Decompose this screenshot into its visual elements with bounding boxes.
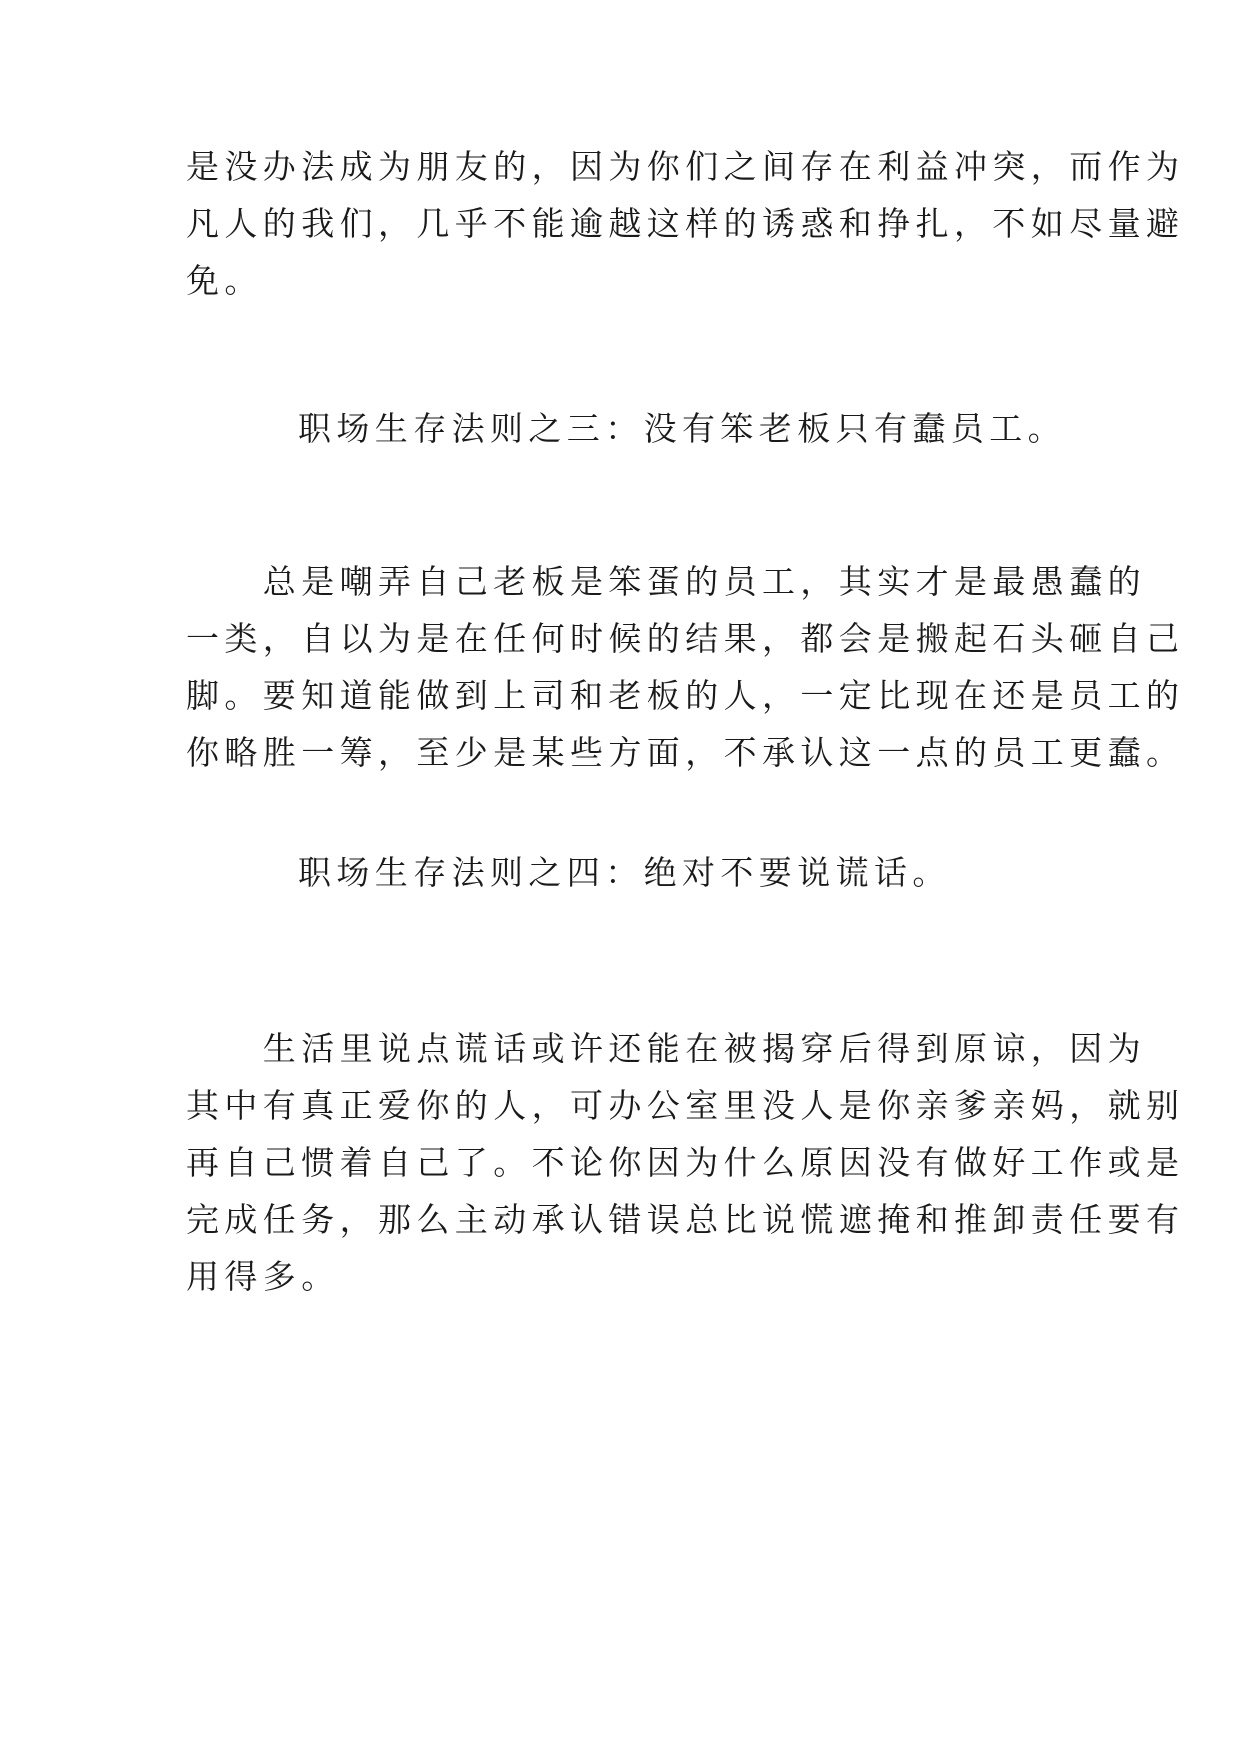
paragraph-conflict-of-interest xyxy=(186,138,1185,309)
paragraph-line: 生活里说点谎话或许还能在被揭穿后得到原谅，因为 xyxy=(186,1029,1146,1068)
paragraph-line: 总是嘲弄自己老板是笨蛋的员工，其实才是最愚蠢的 xyxy=(186,562,1146,601)
paragraph-line: 你略胜一筹，至少是某些方面，不承认这一点的员工更蠢。 xyxy=(186,733,1185,772)
paragraph-no-stupid-boss xyxy=(186,553,1185,781)
paragraph-line: 完成任务，那么主动承认错误总比说慌遮掩和推卸责任要有 xyxy=(186,1200,1185,1239)
paragraph-line: 其中有真正爱你的人，可办公室里没人是你亲爹亲妈，就别 xyxy=(186,1086,1185,1125)
paragraph-line: 再自己惯着自己了。不论你因为什么原因没有做好工作或是 xyxy=(186,1143,1185,1182)
paragraph-line: 免。 xyxy=(186,261,263,300)
paragraph-line: 用得多。 xyxy=(186,1257,340,1296)
heading-rule-three: 职场生存法则之三：没有笨老板只有蠢员工。 xyxy=(298,409,1066,448)
paragraph-line: 是没办法成为朋友的，因为你们之间存在利益冲突，而作为 xyxy=(186,147,1185,186)
paragraph-line: 凡人的我们，几乎不能逾越这样的诱惑和挣扎，不如尽量避 xyxy=(186,204,1185,243)
heading-rule-four: 职场生存法则之四：绝对不要说谎话。 xyxy=(298,853,951,892)
paragraph-line: 脚。要知道能做到上司和老板的人，一定比现在还是员工的 xyxy=(186,676,1185,715)
paragraph-never-lie xyxy=(186,1020,1185,1305)
paragraph-line: 一类，自以为是在任何时候的结果，都会是搬起石头砸自己 xyxy=(186,619,1185,658)
